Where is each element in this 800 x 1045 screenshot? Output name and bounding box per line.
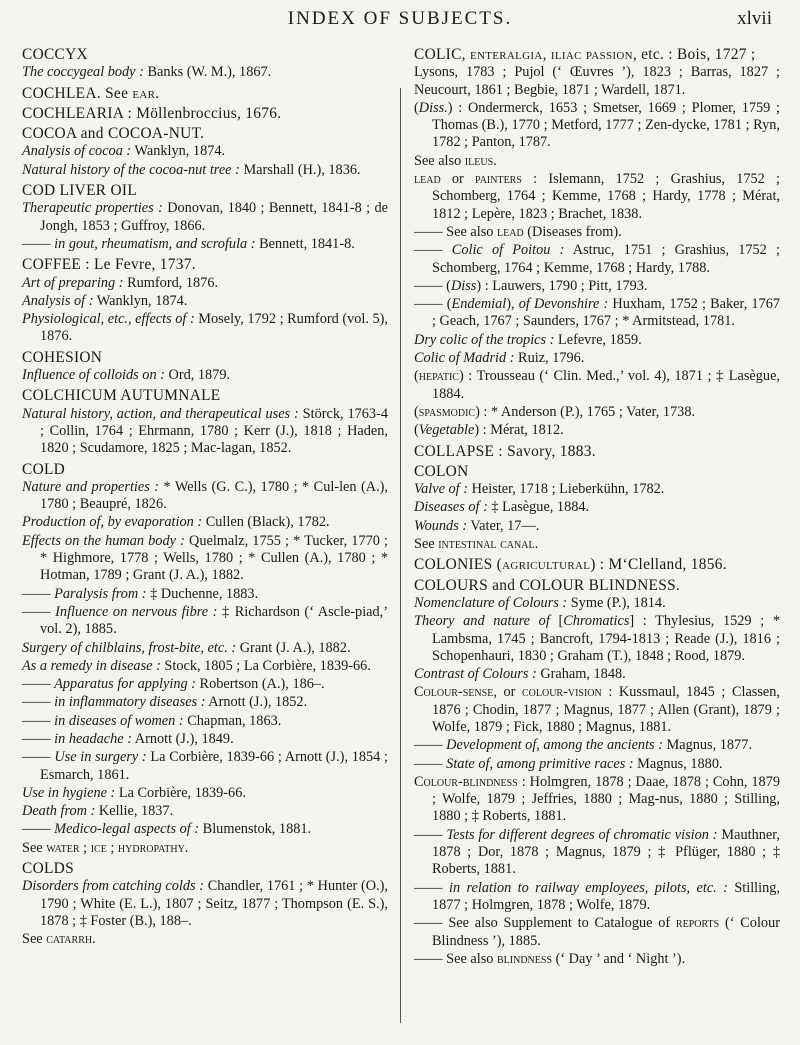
- entry-line: Art of preparing : Rumford, 1876.: [22, 274, 219, 291]
- entry-line: —— in gout, rheumatism, and scrofula : Bennett, 1841-8.: [22, 235, 355, 252]
- entry-line: Nature and properties : * Wells (G. C.), 1780 ; * Cul-len (A.), 1780 ; Beaupré, 1826.: [22, 478, 388, 513]
- page-title: INDEX OF SUBJECTS.: [287, 8, 513, 29]
- index-entry: [22, 182, 388, 253]
- entry-line: —— Development of, among the ancients : Magnus, 1877.: [414, 737, 752, 754]
- entry-line: Wounds : Vater, 17—.: [414, 517, 540, 534]
- entry-line: —— Paralysis from : ‡ Duchenne, 1883.: [22, 585, 259, 602]
- entry-heading: COCHLEA. See ear.: [22, 84, 160, 102]
- entry-line: —— in inflammatory diseases : Arnott (J.), 1852.: [22, 694, 308, 711]
- entry-line: —— (Endemial), of Devonshire : Huxham, 1752 ; Baker, 1767 ; Geach, 1767 ; Saunders, 1767 ; * Armitstead, 1781.: [414, 296, 780, 330]
- entry-line: Analysis of : Wanklyn, 1874.: [22, 292, 188, 309]
- entry-heading: COD LIVER OIL: [22, 182, 138, 200]
- entry-heading: COLONIES (agricultural) : M‘Clelland, 1856.: [414, 556, 727, 574]
- entry-line: Physiological, etc., effects of : Mosely, 1792 ; Rumford (vol. 5), 1876.: [22, 311, 388, 345]
- entry-line: Effects on the human body : Quelmalz, 1755 ; * Tucker, 1770 ; * Highmore, 1778 ; Wells, 1780 ; * Cullen (A.), 1780 ; * Hotman, 1789 ; Grant (J. A.), 1882.: [22, 532, 389, 584]
- index-entry: [414, 443, 780, 460]
- entry-line: Analysis of cocoa : Wanklyn, 1874.: [22, 143, 226, 160]
- index-entry: [414, 556, 780, 573]
- entry-line: (Vegetable) : Mérat, 1812.: [414, 422, 564, 439]
- entry-line: Colic of Madrid : Ruiz, 1796.: [414, 350, 585, 367]
- entry-line: Death from : Kellie, 1837.: [22, 803, 174, 820]
- entry-line: —— in relation to railway employees, pilots, etc. : Stilling, 1877 ; Holmgren, 1878 ; Wolfe, 1879.: [414, 879, 781, 913]
- entry-line: Theory and nature of [Chromatics] : Thylesius, 1529 ; * Lambsma, 1745 ; Bancroft, 1794-1813 ; Reade (J.), 1816 ; Schopenhauri, 1830 ; Graham (T.), 1848 ; Rood, 1879.: [414, 613, 780, 664]
- left-column: [22, 46, 388, 952]
- entry-heading: COHESION: [22, 348, 103, 366]
- entry-line: Nomenclature of Colours : Syme (P.), 1814.: [414, 594, 666, 611]
- entry-line: Natural history of the cocoa-nut tree : Marshall (H.), 1836.: [22, 161, 361, 178]
- index-entry: [22, 860, 388, 948]
- entry-line: Colour-blindness : Holmgren, 1878 ; Daae, 1878 ; Cohn, 1879 ; Wolfe, 1879 ; Jeffries, 1880 ; Mag-nus, 1880 ; Stilling, 1880 ; ‡ Roberts, 1881.: [414, 773, 780, 825]
- entry-heading: COLIC, enteralgia, iliac passion, etc. : Bois, 1727 ;: [414, 46, 756, 63]
- entry-heading: COCHLEARIA : Möllenbroccius, 1676.: [22, 104, 282, 122]
- entry-line: —— Influence on nervous fibre : ‡ Richardson (‘ Ascle-piad,’ vol. 2), 1885.: [22, 603, 389, 638]
- entry-line: Use in hygiene : La Corbière, 1839-66.: [22, 784, 246, 801]
- entry-line: Valve of : Heister, 1718 ; Lieberkühn, 1782.: [414, 481, 665, 498]
- entry-line: Production of, by evaporation : Cullen (Black), 1782.: [22, 514, 330, 531]
- entry-line: (Diss.) : Ondermerck, 1653 ; Smetser, 1669 ; Plomer, 1759 ; Thomas (B.), 1770 ; Metford, 1777 ; Zen-dycke, 1781 ; Ryn, 1782 ; Panton, 1787.: [414, 99, 780, 151]
- index-entry: [22, 256, 388, 345]
- column-divider: [400, 88, 401, 1023]
- index-entry: [22, 105, 388, 122]
- entry-line: See water ; ice ; hydropathy.: [22, 839, 189, 856]
- entry-line: —— State of, among primitive races : Magnus, 1880.: [414, 755, 723, 772]
- entry-line: —— See also blindness (‘ Day ’ and ‘ Night ’).: [414, 950, 686, 967]
- index-entry: [414, 46, 780, 440]
- entry-line: See intestinal canal.: [414, 536, 539, 553]
- entry-line: Disorders from catching colds : Chandler, 1761 ; * Hunter (O.), 1790 ; White (E. L.), 1807 ; Seitz, 1877 ; Thompson (E. S.), 1878 ; ‡ Foster (B.), 188–.: [22, 878, 388, 929]
- entry-line: Contrast of Colours : Graham, 1848.: [414, 666, 626, 683]
- entry-heading: COLOURS and COLOUR BLINDNESS.: [414, 576, 681, 594]
- entry-line: Colour-sense, or colour-vision : Kussmaul, 1845 ; Classen, 1876 ; Chodin, 1877 ; Magnus, 1877 ; Allen (Grant), 1879 ; Wolfe, 1879 ; Fick, 1880 ; Magnus, 1881.: [414, 684, 780, 735]
- entry-line: —— in headache : Arnott (J.), 1849.: [22, 730, 234, 747]
- entry-line: —— See also lead (Diseases from).: [414, 223, 622, 240]
- entry-heading: COCCYX: [22, 46, 88, 63]
- page-number: xlvii: [737, 8, 772, 29]
- entry-line: —— See also Supplement to Catalogue of reports (‘ Colour Blindness ’), 1885.: [414, 915, 780, 949]
- right-column: [414, 46, 780, 971]
- entry-heading: COLDS: [22, 860, 74, 878]
- index-entry: [414, 577, 780, 969]
- entry-line: —— Use in surgery : La Corbière, 1839-66 ; Arnott (J.), 1854 ; Esmarch, 1861.: [22, 749, 388, 783]
- entry-line: —— Medico-legal aspects of : Blumenstok, 1881.: [22, 821, 312, 838]
- entry-line: Therapeutic properties : Donovan, 1840 ; Bennett, 1841-8 ; de Jongh, 1853 ; Guffroy, 1866.: [22, 200, 388, 234]
- entry-line: See also ileus.: [414, 152, 497, 169]
- index-entry: [22, 85, 388, 102]
- entry-line: Dry colic of the tropics : Lefevre, 1859.: [414, 331, 642, 348]
- index-entry: [22, 46, 388, 82]
- entry-line: As a remedy in disease : Stock, 1805 ; La Corbière, 1839-66.: [22, 657, 371, 674]
- index-entry: [22, 387, 388, 457]
- entry-line: See catarrh.: [22, 931, 96, 948]
- entry-line: —— in diseases of women : Chapman, 1863.: [22, 712, 282, 729]
- entry-line: Surgery of chilblains, frost-bite, etc. : Grant (J. A.), 1882.: [22, 639, 351, 656]
- entry-line: —— Apparatus for applying : Robertson (A.), 186–.: [22, 676, 325, 693]
- entry-line: Lysons, 1783 ; Pujol (‘ Œuvres ’), 1823 ; Barras, 1827 ; Neucourt, 1861 ; Begbie, 1871 ; Wardell, 1871.: [414, 64, 780, 98]
- entry-line: (hepatic) : Trousseau (‘ Clin. Med.,’ vol. 4), 1871 ; ‡ Lasègue, 1884.: [414, 368, 780, 402]
- entry-heading: COLLAPSE : Savory, 1883.: [414, 442, 596, 460]
- index-entry: [22, 461, 388, 858]
- index-entry: [414, 463, 780, 553]
- entry-line: (spasmodic) : * Anderson (P.), 1765 ; Vater, 1738.: [414, 403, 696, 420]
- entry-line: —— (Diss) : Lauwers, 1790 ; Pitt, 1793.: [414, 277, 648, 294]
- entry-heading: COCOA and COCOA-NUT.: [22, 125, 205, 143]
- entry-heading: COLCHICUM AUTUMNALE: [22, 387, 221, 405]
- index-entry: [22, 349, 388, 385]
- entry-heading: COFFEE : Le Fevre, 1737.: [22, 256, 196, 274]
- entry-line: The coccygeal body : Banks (W. M.), 1867.: [22, 64, 272, 81]
- entry-line: —— Tests for different degrees of chromatic vision : Mauthner, 1878 ; Dor, 1878 ; Magnus, 1879 ; ‡ Pflüger, 1880 ; ‡ Roberts, 1881.: [414, 826, 780, 878]
- entry-line: Influence of colloids on : Ord, 1879.: [22, 367, 231, 384]
- entry-heading: COLON: [414, 462, 469, 480]
- entry-line: Natural history, action, and therapeutical uses : Störck, 1763-4 ; Collin, 1764 ; Ehrmann, 1780 ; Kerr (J.), 1818 ; Haden, 1820 ; Scudamore, 1825 ; Mac-lagan, 1852.: [22, 405, 388, 457]
- entry-line: —— Colic of Poitou : Astruc, 1751 ; Grashius, 1752 ; Schomberg, 1764 ; Kemme, 1768 ; Hardy, 1788.: [414, 242, 780, 276]
- page-header: [28, 4, 772, 34]
- entry-line: Diseases of : ‡ Lasègue, 1884.: [414, 499, 590, 516]
- index-entry: [22, 125, 388, 179]
- entry-line: lead or painters : Islemann, 1752 ; Grashius, 1752 ; Schomberg, 1764 ; Kemme, 1768 ; Hardy, 1778 ; Mérat, 1812 ; Lepère, 1823 ; Brachet, 1838.: [414, 171, 780, 222]
- entry-heading: COLD: [22, 460, 66, 478]
